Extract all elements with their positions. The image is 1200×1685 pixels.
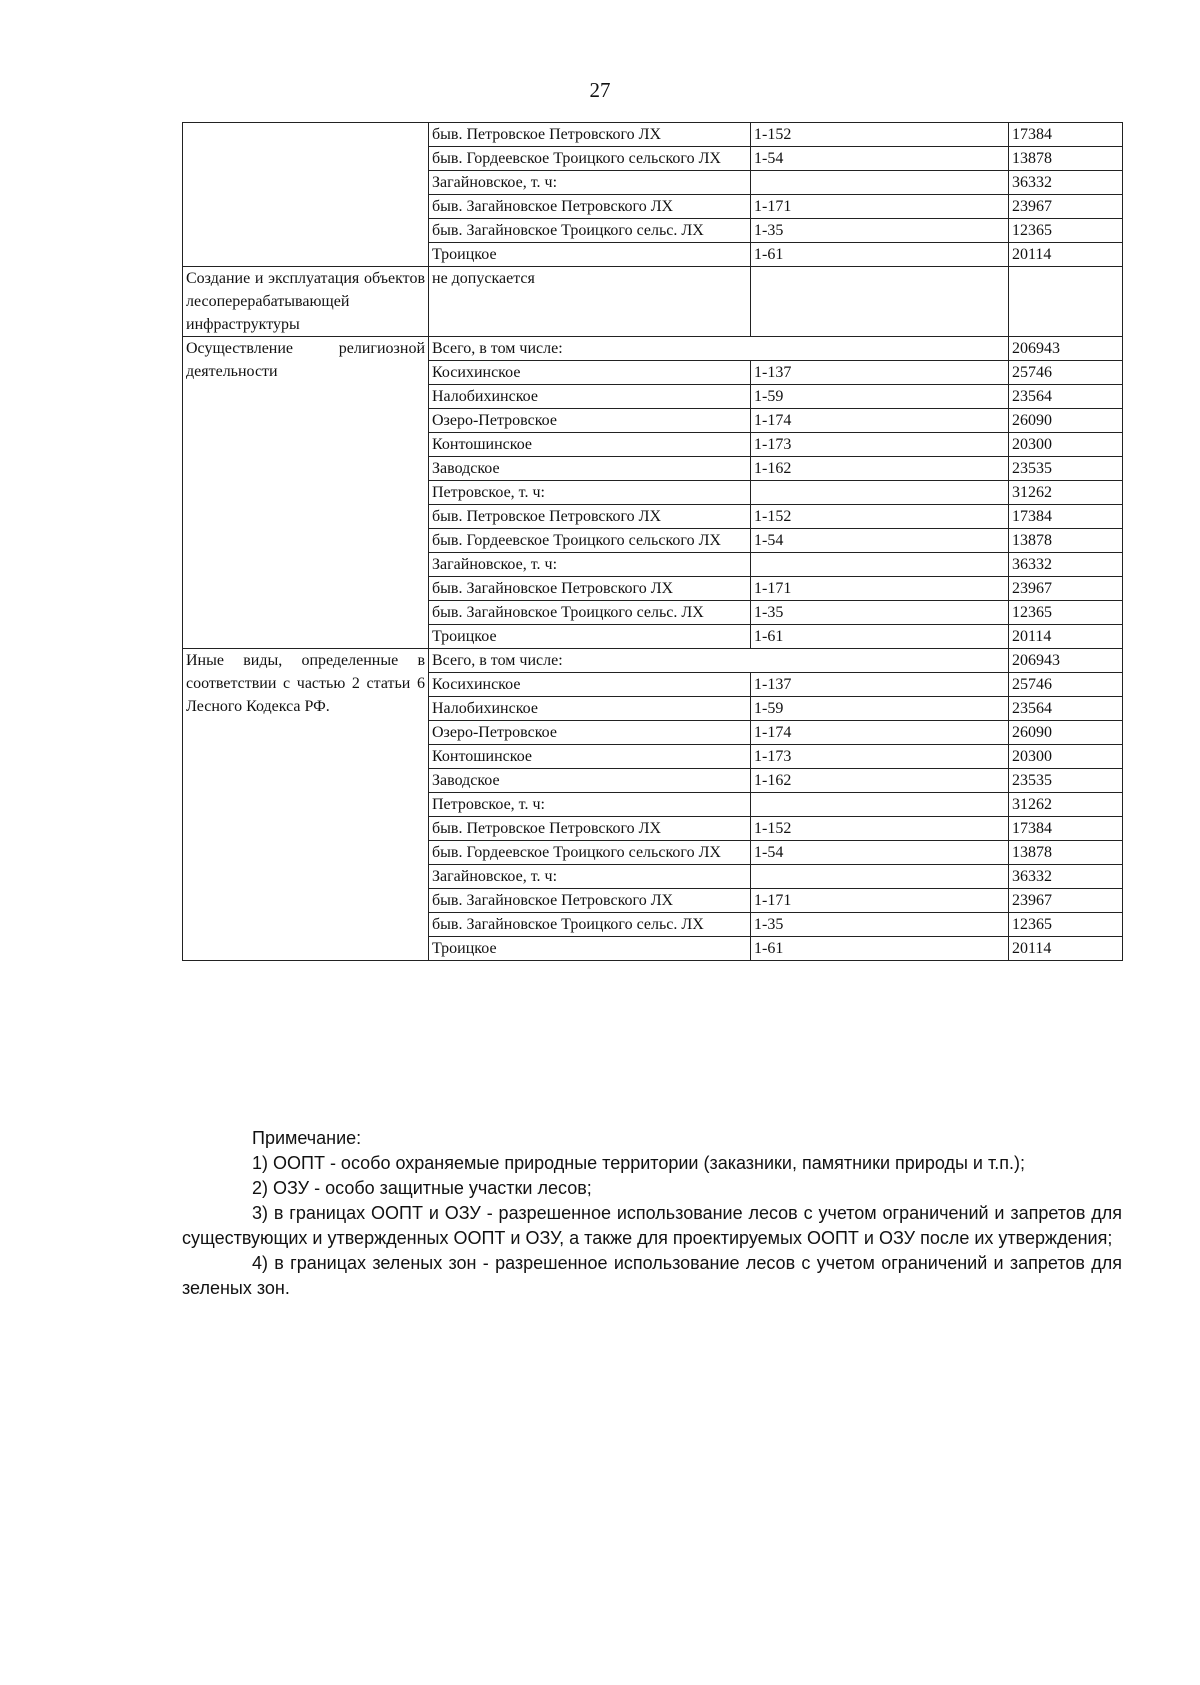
area-cell: 13878 [1009,841,1123,865]
activity-cell: Создание и эксплуатация объектов лесоперерабатывающей инфраструктуры [183,267,429,337]
forestry-name-cell: быв. Гордеевское Троицкого сельского ЛХ [429,841,751,865]
forestry-name-cell: быв. Гордеевское Троицкого сельского ЛХ [429,529,751,553]
forestry-name-cell: быв. Петровское Петровского ЛХ [429,817,751,841]
note-item-4: 4) в границах зеленых зон - разрешенное использование лесов с учетом ограничений и запретов для зеленых зон. [182,1253,1122,1298]
activity-cell: Осуществление религиозной деятельности [183,337,429,649]
area-cell: 31262 [1009,481,1123,505]
note-section [182,1126,1122,1301]
quarters-cell: 1-152 [751,505,1009,529]
forestry-name-cell: Косихинское [429,361,751,385]
quarters-cell: 1-152 [751,817,1009,841]
quarters-cell: 1-174 [751,409,1009,433]
forestry-name-cell: Загайновское, т. ч: [429,553,751,577]
area-cell: 23535 [1009,769,1123,793]
area-cell: 36332 [1009,553,1123,577]
forestry-name-cell: быв. Загайновское Петровского ЛХ [429,195,751,219]
forestry-name-cell: Троицкое [429,625,751,649]
area-cell: 26090 [1009,409,1123,433]
forestry-name-cell: Петровское, т. ч: [429,793,751,817]
quarters-cell: 1-54 [751,147,1009,171]
area-cell: 206943 [1009,649,1123,673]
area-cell: 25746 [1009,673,1123,697]
forestry-name-cell: быв. Петровское Петровского ЛХ [429,505,751,529]
area-cell: 31262 [1009,793,1123,817]
quarters-cell: 1-54 [751,529,1009,553]
forestry-name-cell: быв. Загайновское Троицкого сельс. ЛХ [429,219,751,243]
quarters-cell: 1-59 [751,697,1009,721]
area-cell: 20300 [1009,745,1123,769]
quarters-cell: 1-171 [751,889,1009,913]
table-row [183,123,1123,147]
area-cell: 23967 [1009,195,1123,219]
forestry-name-cell: Заводское [429,769,751,793]
forestry-name-cell: быв. Загайновское Петровского ЛХ [429,889,751,913]
forest-use-table [182,122,1123,961]
quarters-cell: 1-173 [751,433,1009,457]
quarters-cell: 1-171 [751,577,1009,601]
area-cell: 23967 [1009,889,1123,913]
area-cell: 23564 [1009,697,1123,721]
forestry-name-cell: Загайновское, т. ч: [429,865,751,889]
note-item-2: 2) ОЗУ - особо защитные участки лесов; [252,1178,592,1198]
area-cell: 25746 [1009,361,1123,385]
forestry-name-cell: Налобихинское [429,385,751,409]
quarters-cell [751,481,1009,505]
quarters-cell: 1-61 [751,937,1009,961]
area-cell: 23967 [1009,577,1123,601]
quarters-cell: 1-173 [751,745,1009,769]
area-cell: 20114 [1009,625,1123,649]
area-cell: 20300 [1009,433,1123,457]
area-cell: 20114 [1009,937,1123,961]
quarters-cell: 1-174 [751,721,1009,745]
quarters-cell: 1-61 [751,243,1009,267]
activity-cell: Иные виды, определенные в соответствии с частью 2 статьи 6 Лесного Кодекса РФ. [183,649,429,961]
quarters-cell [751,267,1009,337]
forestry-name-cell: Загайновское, т. ч: [429,171,751,195]
forestry-name-cell: быв. Загайновское Петровского ЛХ [429,577,751,601]
area-cell: 12365 [1009,601,1123,625]
forestry-name-cell: Всего, в том числе: [429,337,1009,361]
area-cell: 36332 [1009,171,1123,195]
quarters-cell: 1-171 [751,195,1009,219]
note-heading: Примечание: [252,1128,362,1148]
quarters-cell: 1-137 [751,361,1009,385]
area-cell: 17384 [1009,123,1123,147]
activity-cell [183,123,429,267]
quarters-cell: 1-35 [751,913,1009,937]
area-cell: 12365 [1009,219,1123,243]
page-number: 27 [589,78,611,102]
forestry-name-cell: Косихинское [429,673,751,697]
table-row [183,267,1123,337]
area-cell: 26090 [1009,721,1123,745]
forestry-name-cell: Троицкое [429,243,751,267]
table-row [183,649,1123,673]
area-cell: 17384 [1009,817,1123,841]
area-cell: 23535 [1009,457,1123,481]
forestry-name-cell: Налобихинское [429,697,751,721]
quarters-cell [751,171,1009,195]
quarters-cell: 1-162 [751,457,1009,481]
area-cell: 12365 [1009,913,1123,937]
area-cell: 23564 [1009,385,1123,409]
quarters-cell: 1-35 [751,601,1009,625]
quarters-cell: 1-152 [751,123,1009,147]
quarters-cell: 1-54 [751,841,1009,865]
area-cell: 36332 [1009,865,1123,889]
forestry-name-cell: Троицкое [429,937,751,961]
quarters-cell: 1-137 [751,673,1009,697]
forestry-name-cell: Контошинское [429,433,751,457]
area-cell: 20114 [1009,243,1123,267]
forestry-name-cell: Озеро-Петровское [429,721,751,745]
quarters-cell [751,553,1009,577]
quarters-cell [751,793,1009,817]
forestry-name-cell: Петровское, т. ч: [429,481,751,505]
area-cell: 17384 [1009,505,1123,529]
forestry-name-cell: быв. Петровское Петровского ЛХ [429,123,751,147]
note-item-1: 1) ООПТ - особо охраняемые природные территории (заказники, памятники природы и т.п.); [252,1153,1025,1173]
forestry-name-cell: Всего, в том числе: [429,649,1009,673]
quarters-cell: 1-61 [751,625,1009,649]
table-row [183,337,1123,361]
area-cell: 206943 [1009,337,1123,361]
forestry-name-cell: быв. Загайновское Троицкого сельс. ЛХ [429,913,751,937]
forestry-name-cell: быв. Гордеевское Троицкого сельского ЛХ [429,147,751,171]
forestry-name-cell: Заводское [429,457,751,481]
forestry-name-cell: Озеро-Петровское [429,409,751,433]
quarters-cell: 1-35 [751,219,1009,243]
forestry-name-cell: Контошинское [429,745,751,769]
quarters-cell: 1-162 [751,769,1009,793]
quarters-cell: 1-59 [751,385,1009,409]
area-cell [1009,267,1123,337]
forestry-name-cell: быв. Загайновское Троицкого сельс. ЛХ [429,601,751,625]
forestry-name-cell: не допускается [429,267,751,337]
quarters-cell [751,865,1009,889]
note-item-3: 3) в границах ООПТ и ОЗУ - разрешенное использование лесов с учетом ограничений и запретов для существующих и утвержденных ООПТ и ОЗУ, а также для проектируемых ООПТ и ОЗУ после их утверждения; [182,1203,1122,1248]
area-cell: 13878 [1009,147,1123,171]
area-cell: 13878 [1009,529,1123,553]
